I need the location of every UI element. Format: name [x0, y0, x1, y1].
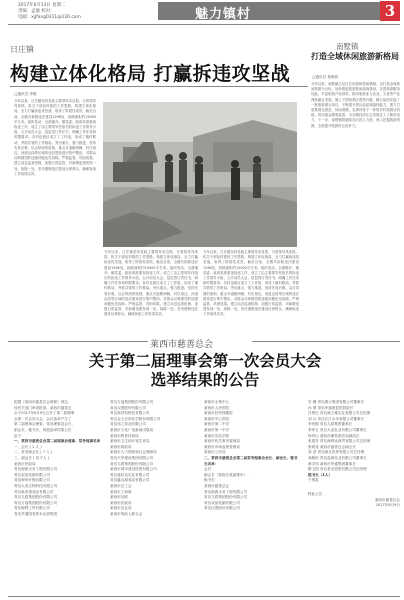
sidebar-byline: □通讯员 郑海燕: [312, 75, 339, 79]
notice-line: 莱西市工商联: [110, 489, 132, 494]
notice-line: 青岛九联集团股份有限公司: [204, 495, 248, 500]
notice-line: 青岛海华纤维有限公司: [14, 478, 50, 483]
notice-line: 青岛九联集团股份有限公司: [110, 461, 154, 466]
notice-line: 莱西市农业局: [110, 506, 132, 511]
notice-line: 第二届理事会理事、常务理事及会长、: [14, 422, 76, 427]
notice-line: 一、会长 ( 1 人 ): [14, 444, 42, 449]
notice-line: 莱西市第一中学: [204, 427, 230, 432]
notice-line: 孙 勇 青岛华盛康复医院院长: [308, 405, 354, 410]
notice-line: 青岛兴华建设集团有限公司: [110, 455, 154, 460]
notice-line: 莱西市第二中学: [204, 422, 230, 427]
header-email: 电邮：xjjfang0311@126.com: [18, 15, 81, 20]
article-body-col3: 今年以来，日庄镇坚持党政主要领导亲自抓、分管领导具体抓、机关干部包村抓的工作思路，构建立体化格局，全力打赢拆违攻坚战，取得了阶段性成效。截至目前，全镇共拆除违法建设1296处，拆除面积约15000平方米。组织发动，全面铺开。镇党委、政府高度重视拆违工作，成立了由主要领导任组长的拆违工作领导小组，召开动员大会，层层签订责任书，明确工作任务和时限要求。各村也相应成立了工作组，形成了镇村联动、齐抓共管的工作格局。突出重点，强力推进。坚持先易后难、以点带面的原则，重点对道路两侧、村庄周边、河道沿线等区域的违法建设进行集中整治，对群众反映强烈的违建问题优先拆除。严格监管，巩固成果。建立动态巡查机制，加强日常监管，对新增违建发现一处、拆除一处，坚决遏制违法建设反弹势头，确保拆违工作取得实效。: [203, 250, 299, 317]
notice-line: 高 剑 青岛海友投资有限公司总经理: [308, 450, 365, 455]
header-date: 2017年6月13日 星期二: [18, 3, 66, 8]
notice-line: 2017年6月9日: [375, 503, 400, 508]
notice-line: 莱西市文化广电新闻出版局: [110, 427, 154, 432]
notice-line: 李有刚 青岛九联集团董事长: [308, 422, 353, 427]
header-divider: [8, 24, 400, 25]
section2-title: [40, 351, 370, 389]
notice-line: 青岛汉缆股份有限公司: [204, 506, 240, 511]
article-body-col1: 今年以来，日庄镇坚持党政主要领导亲自抓、分管领导具体抓、机关干部包村抓的工作思路，构建立体化格局，全力打赢拆违攻坚战，取得了阶段性成效。截至目前，全镇共拆除违法建设1296处，拆除面积约15000平方米。组织发动，全面铺开。镇党委、政府高度重视拆违工作，成立了由主要领导任组长的拆违工作领导小组，召开动员大会，层层签订责任书，明确工作任务和时限要求。各村也相应成立了工作组，形成了镇村联动、齐抓共管的工作格局。突出重点，强力推进。坚持先易后难、以点带面的原则，重点对道路两侧、村庄周边、河道沿线等区域的违法建设进行集中整治，对群众反映强烈的违建问题优先拆除。严格监管，巩固成果。建立动态巡查机制，加强日常监管，对新增违建发现一处、拆除一处，坚决遏制违法建设反弹势头，确保拆违工作取得实效。: [14, 99, 96, 176]
notice-line: 张建芳 青岛海利达商贸有限公司总经理: [308, 439, 371, 444]
notice-line: 张明尧 莱西市慈善总会副会长: [308, 444, 356, 449]
notice-col4: [308, 400, 400, 592]
notice-line: 莱西市总工会: [110, 483, 132, 488]
notice-line: 莱西市机关事务管理局: [204, 439, 240, 444]
notice-line: 青岛盛旺达实业有限公司: [110, 472, 150, 477]
notice-line: 青岛华通国有资本运营集团: [14, 511, 58, 516]
notice-line: 经有关部门审查批准，莱西市慈善总: [14, 405, 72, 410]
notice-line: 青岛九联集团股份有限公司: [14, 495, 58, 500]
notice-line: 特此公告: [308, 491, 323, 496]
notice-col1: [14, 400, 102, 592]
notice-line: 二、莱西市慈善总会第二届常务理事会会长、副会长、秘书长名单：: [204, 455, 298, 466]
notice-line: 刘 兵 青岛长江水务有限公司董事长: [308, 416, 365, 421]
notice-line: 青岛万福集团股份有限公司: [110, 400, 154, 404]
section2-title-line1: 关于第二届理事会第一次会员大会: [88, 351, 322, 370]
headline-rule: [10, 86, 308, 87]
notice-line: 隋卫国 青岛泰光投资有限公司总经理: [308, 467, 367, 472]
notice-line: 秘书长：: [204, 478, 219, 483]
notice-line: 青岛金王应用化学股份有限公司: [110, 416, 161, 421]
notice-line: 青岛大成生物科技有限公司: [14, 483, 58, 488]
notice-line: 莱西市人力资源和社会保障局: [110, 450, 157, 455]
section-title-bar: [158, 2, 386, 20]
notice-line: 莱西市水集中心: [204, 400, 230, 404]
notice-line: 青岛新材料科技有限公司: [110, 411, 150, 416]
notice-line: 于维富: [308, 478, 319, 483]
article-kicker: 日庄镇: [10, 45, 34, 54]
notice-line: 莱西市慈善总会: [204, 483, 230, 488]
notice-line: 莱西市人民医院: [204, 405, 230, 410]
notice-line: 会于2017年6月9日召开了第二届理事: [14, 411, 75, 416]
notice-line: 青岛万福集团股份有限公司: [14, 500, 58, 505]
demolition-scene-image: [103, 102, 297, 247]
notice-line: 李家玉 青岛大亚乳业有限公司董事长: [308, 427, 367, 432]
notice-line: 青岛伟立食品有限公司: [110, 422, 146, 427]
notice-line: 莱西市教育体育局: [110, 433, 139, 438]
notice-col2: [110, 400, 196, 592]
notice-line: 莱西市卫生和计划生育局: [110, 439, 150, 444]
notice-line: 二、常务副会长 ( 7 人 ): [14, 450, 53, 455]
notice-line: 青岛海派水务工程有限公司: [204, 489, 248, 494]
header-meta: [18, 3, 158, 21]
notice-line: 莱西市公安局: [204, 450, 226, 455]
notice-line: 莱西市妇幼保健院: [204, 411, 233, 416]
notice-line: 高峻松 青岛蓝海实业有限公司董事长: [308, 455, 367, 460]
notice-line: 副会长、秘书长。现将选举结果公告: [14, 427, 72, 432]
sidebar-body: 今年以来，南墅镇立足区位优势和资源禀赋，以打造全域休闲旅游为目标，加快推进旅游基础设施建设，完善旅游服务功能，丰富旅游产品供给，推动旅游业与农业、文化等产业深度融合发展。镇上下围绕景区提档升级，精心组织实施了一批旅游重点项目，不断提升景区品质和接待能力，着力打造集观光游览、休闲度假、农事体验于一体的乡村旅游目的地，带动群众增收致富，为全镇经济社会发展注入了新的活力。下一步，南墅镇将继续加大投入力度，深入挖掘旅游资源，全面提升旅游综合竞争力。: [311, 82, 400, 128]
notice-line: 青岛新希望食品有限公司: [14, 489, 54, 494]
notice-line: 黄学伟 莱西市华通集团董事长: [308, 461, 356, 466]
notice-line: 三、副会长 ( 若干人 ): [14, 455, 49, 460]
sidebar-kicker: 南墅镇: [336, 42, 359, 51]
notice-line: 莱西市财政局: [110, 444, 132, 449]
notice-line: 青岛海派水务工程有限公司: [14, 467, 58, 472]
article-byline: □通讯员 李强: [14, 92, 37, 96]
article-headline: 构建立体化格局 打赢拆违攻坚战: [10, 63, 291, 85]
notice-line: 莱西市慈善总会: [374, 497, 400, 502]
notice-line: 莱西市妇联: [110, 495, 128, 500]
notice-line: 莱西市实验学校: [204, 433, 230, 438]
notice-line: 一、莱西市慈善总会第二届理事会理事、常务理事名单: [14, 439, 101, 444]
page-header: [0, 0, 404, 22]
notice-line: 秘书长（1人）: [308, 472, 333, 477]
page-number-badge: 3: [380, 1, 400, 21]
section2-rule-left: [8, 341, 148, 342]
notice-line: 莱西市市场监督管理局: [204, 444, 240, 449]
demolition-photo: [103, 102, 297, 247]
notice-line: 莱西市城市建设投资有限公司: [110, 467, 157, 472]
section2-rule-right: [252, 341, 400, 342]
section2-kicker: 莱西市慈善总会: [150, 340, 214, 350]
sidebar-title: 打造全域休闲旅游新格局: [311, 51, 399, 61]
header-editor: 责编：孟敏 校对：: [18, 9, 55, 14]
notice-line: 青岛汉缆股份有限公司: [110, 405, 146, 410]
notice-line: 史 骥 青岛康大集团有限公司董事长: [308, 400, 365, 404]
section2-title-line2: 选举结果的公告: [150, 370, 260, 389]
notice-line: 莱西市中心医院: [204, 416, 230, 421]
notice-line: 根据《莱西市慈善总会章程》规定，: [14, 400, 72, 404]
notice-line: 莱西市民政局: [110, 500, 132, 505]
notice-line: 青岛鑫山源食品有限公司: [110, 478, 150, 483]
article-body-col2: 今年以来，日庄镇坚持党政主要领导亲自抓、分管领导具体抓、机关干部包村抓的工作思路，构建立体化格局，全力打赢拆违攻坚战，取得了阶段性成效。截至目前，全镇共拆除违法建设1296处，拆除面积约15000平方米。组织发动，全面铺开。镇党委、政府高度重视拆违工作，成立了由主要领导任组长的拆违工作领导小组，召开动员大会，层层签订责任书，明确工作任务和时限要求。各村也相应成立了工作组，形成了镇村联动、齐抓共管的工作格局。突出重点，强力推进。坚持先易后难、以点带面的原则，重点对道路两侧、村庄周边、河道沿线等区域的违法建设进行集中整治，对群众反映强烈的违建问题优先拆除。严格监管，巩固成果。建立动态巡查机制，加强日常监管，对新增违建发现一处、拆除一处，坚决遏制违法建设反弹势头，确保拆违工作取得实效。: [104, 250, 198, 317]
notice-line: 会第一次会员大会，会议选举产生了: [14, 416, 72, 421]
notice-line: 会长：: [204, 467, 215, 472]
notice-line: 莱西市残疾人联合会: [110, 511, 143, 516]
notice-line: 莱西市民政局: [14, 461, 36, 466]
notice-line: 青岛海利工贸有限公司: [14, 506, 50, 511]
notice-line: 杨青山 莱西市畜牧兽医局副局长: [308, 433, 360, 438]
notice-line: 青岛双星轮胎有限公司: [204, 500, 240, 505]
section-title: 魅力镇村: [195, 7, 252, 22]
notice-line: 吕维宏 青岛威立雅实业有限公司总经理: [308, 411, 371, 416]
notice-line: 副会长（按姓氏笔画排序）：: [204, 472, 251, 477]
footer-rule: [8, 596, 400, 597]
notice-line: 如下：: [14, 433, 25, 438]
notice-line: 青岛双星轮胎有限公司: [14, 472, 50, 477]
notice-col3: [204, 400, 300, 592]
